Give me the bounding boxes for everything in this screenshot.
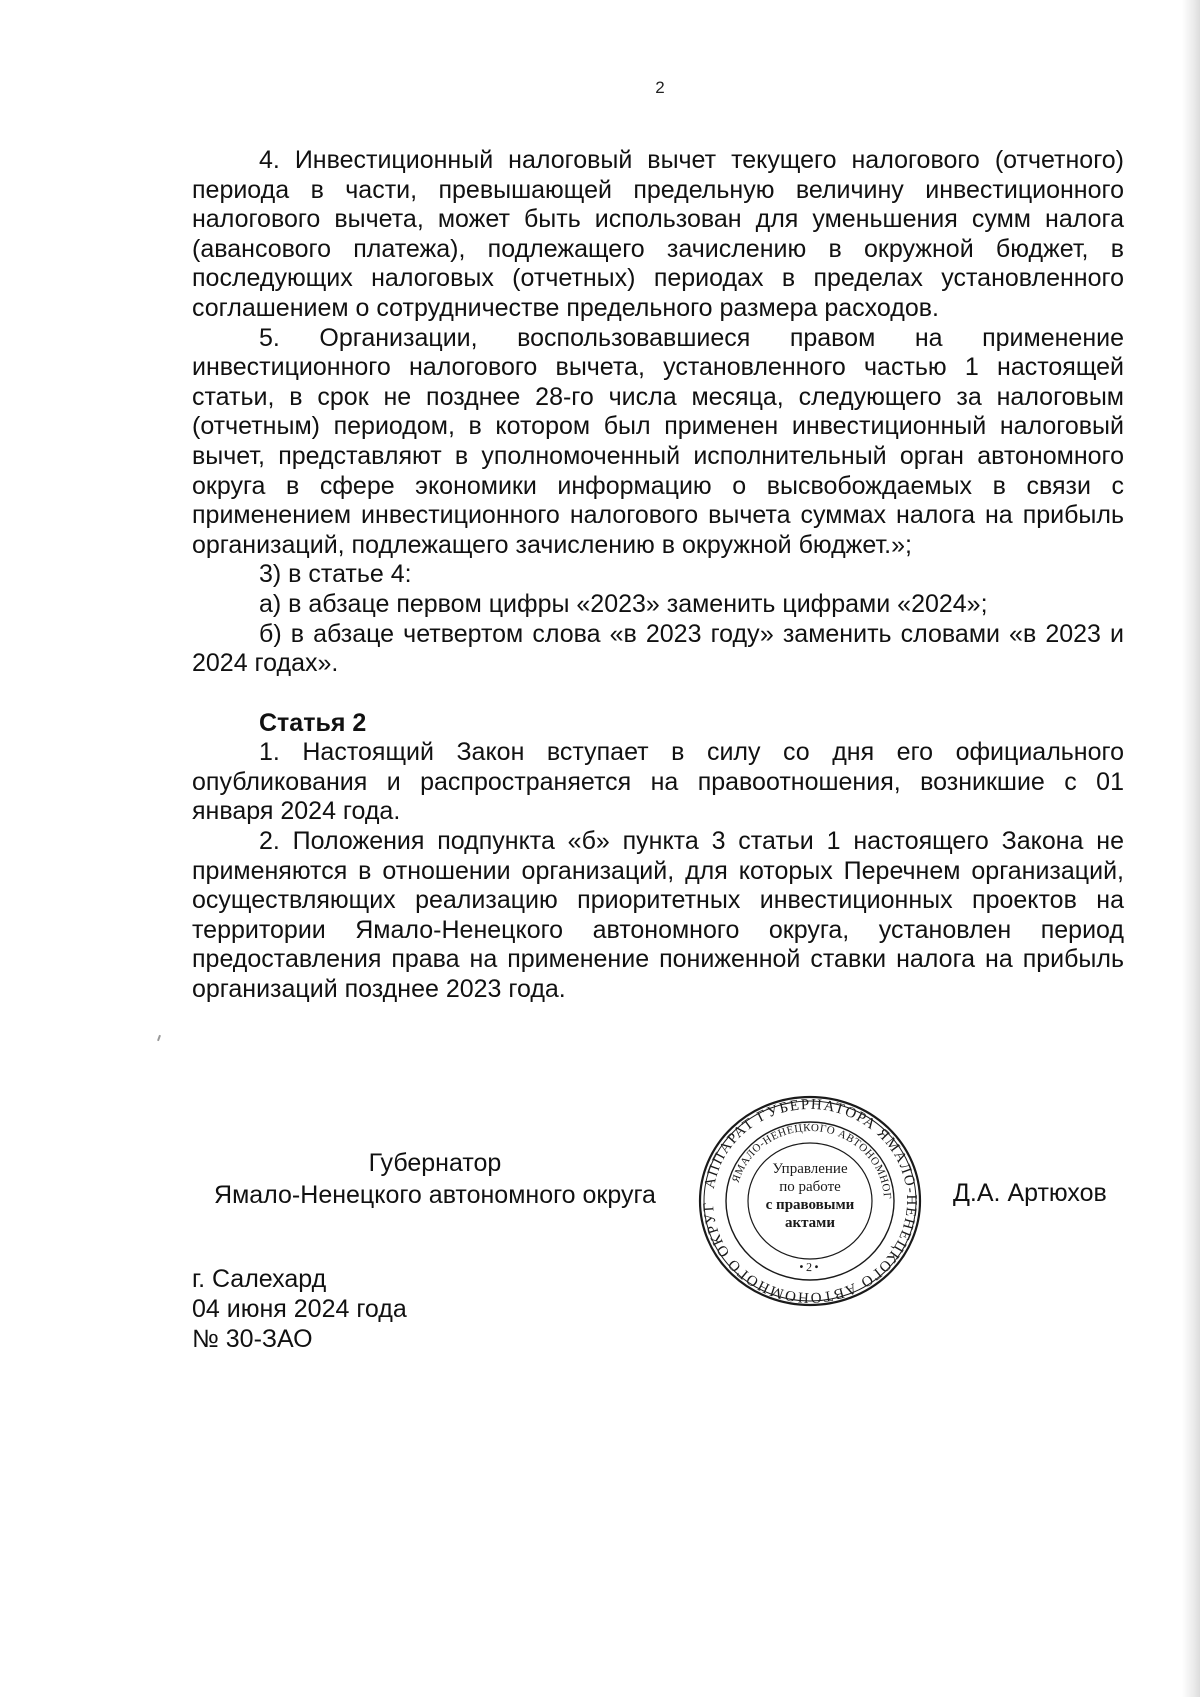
seal-outer-text: АППАРАТ ГУБЕРНАТОРА ЯМАЛО-НЕНЕЦКОГО АВТОНОМНОГО ОКРУГ — [700, 1096, 920, 1306]
article-2-heading: Статья 2 — [259, 708, 367, 737]
scan-speck — [157, 1035, 161, 1041]
seal-inner-line-3: с правовыми — [765, 1197, 855, 1213]
page-number: 2 — [655, 78, 665, 97]
document-date: 04 июня 2024 года — [192, 1295, 407, 1323]
signatory-name: Д.А. Артюхов — [953, 1179, 1107, 1207]
article-2-paragraph-1: 1. Настоящий Закон вступает в силу со дня его официального опубликования и распространяется на правоотношения, возникшие с 01 января 2024 года. — [192, 738, 1124, 826]
page-edge-shadow — [1182, 0, 1200, 1697]
paragraph-subitem-b: б) в абзаце четвертом слова «в 2023 году» заменить словами «в 2023 и 2024 годах». — [192, 619, 1124, 678]
paragraph-subitem-3: 3) в статье 4: — [259, 560, 412, 589]
place-date-number-block — [192, 1264, 407, 1354]
signature-title-line-2: Ямало-Ненецкого автономного округа — [214, 1181, 656, 1209]
signature-title-block — [190, 1147, 680, 1211]
signature-title-line-1: Губернатор — [368, 1149, 502, 1177]
article-2-paragraph-2: 2. Положения подпункта «б» пункта 3 статьи 1 настоящего Закона не применяются в отношении организаций, для которых Перечнем организаций, осуществляющих реализацию приоритетных инвестиционных проектов на территории Ямало-Ненецкого автономного округа, установлен период предоставления права на применение пониженной ставки налога на прибыль организаций позднее 2023 года. — [192, 827, 1124, 1004]
paragraph-subitem-a: а) в абзаце первом цифры «2023» заменить цифрами «2024»; — [259, 589, 988, 618]
official-seal-stamp — [695, 1092, 925, 1310]
place-city: г. Салехард — [192, 1265, 327, 1293]
paragraph-item-5: 5. Организации, воспользовавшиеся правом на применение инвестиционного налогового вычета, установленного частью 1 настоящей статьи, в срок не позднее 28-го числа месяца, следующего за налоговым (отчетным) периодом, в котором был применен инвестиционный налоговый вычет, представляют в уполномоченный исполнительный орган автономного округа в сфере экономики информацию о высвобождаемых в связи с применением инвестиционного налогового вычета суммах налога на прибыль организаций, подлежащего зачислению в окружной бюджет.»; — [192, 323, 1124, 559]
document-number: № 30-ЗАО — [192, 1325, 313, 1353]
seal-middle-text: ЯМАЛО-НЕНЕЦКОГО АВТОНОМНОГ — [729, 1121, 894, 1200]
seal-bottom-text: • 2 • — [798, 1259, 820, 1275]
seal-inner-line-2: по работе — [779, 1179, 841, 1195]
seal-inner-line-1: Управление — [772, 1161, 848, 1177]
seal-inner-label — [745, 1160, 875, 1232]
seal-inner-line-4: актами — [784, 1215, 836, 1231]
document-body — [192, 146, 1124, 1005]
paragraph-item-4: 4. Инвестиционный налоговый вычет текущего налогового (отчетного) периода в части, превышающей предельную величину инвестиционного налогового вычета, может быть использован для уменьшения сумм налога (авансового платежа), подлежащего зачислению в окружной бюджет, в последующих налоговых (отчетных) периодах в пределах установленного соглашением о сотрудничестве предельного размера расходов. — [192, 146, 1124, 322]
